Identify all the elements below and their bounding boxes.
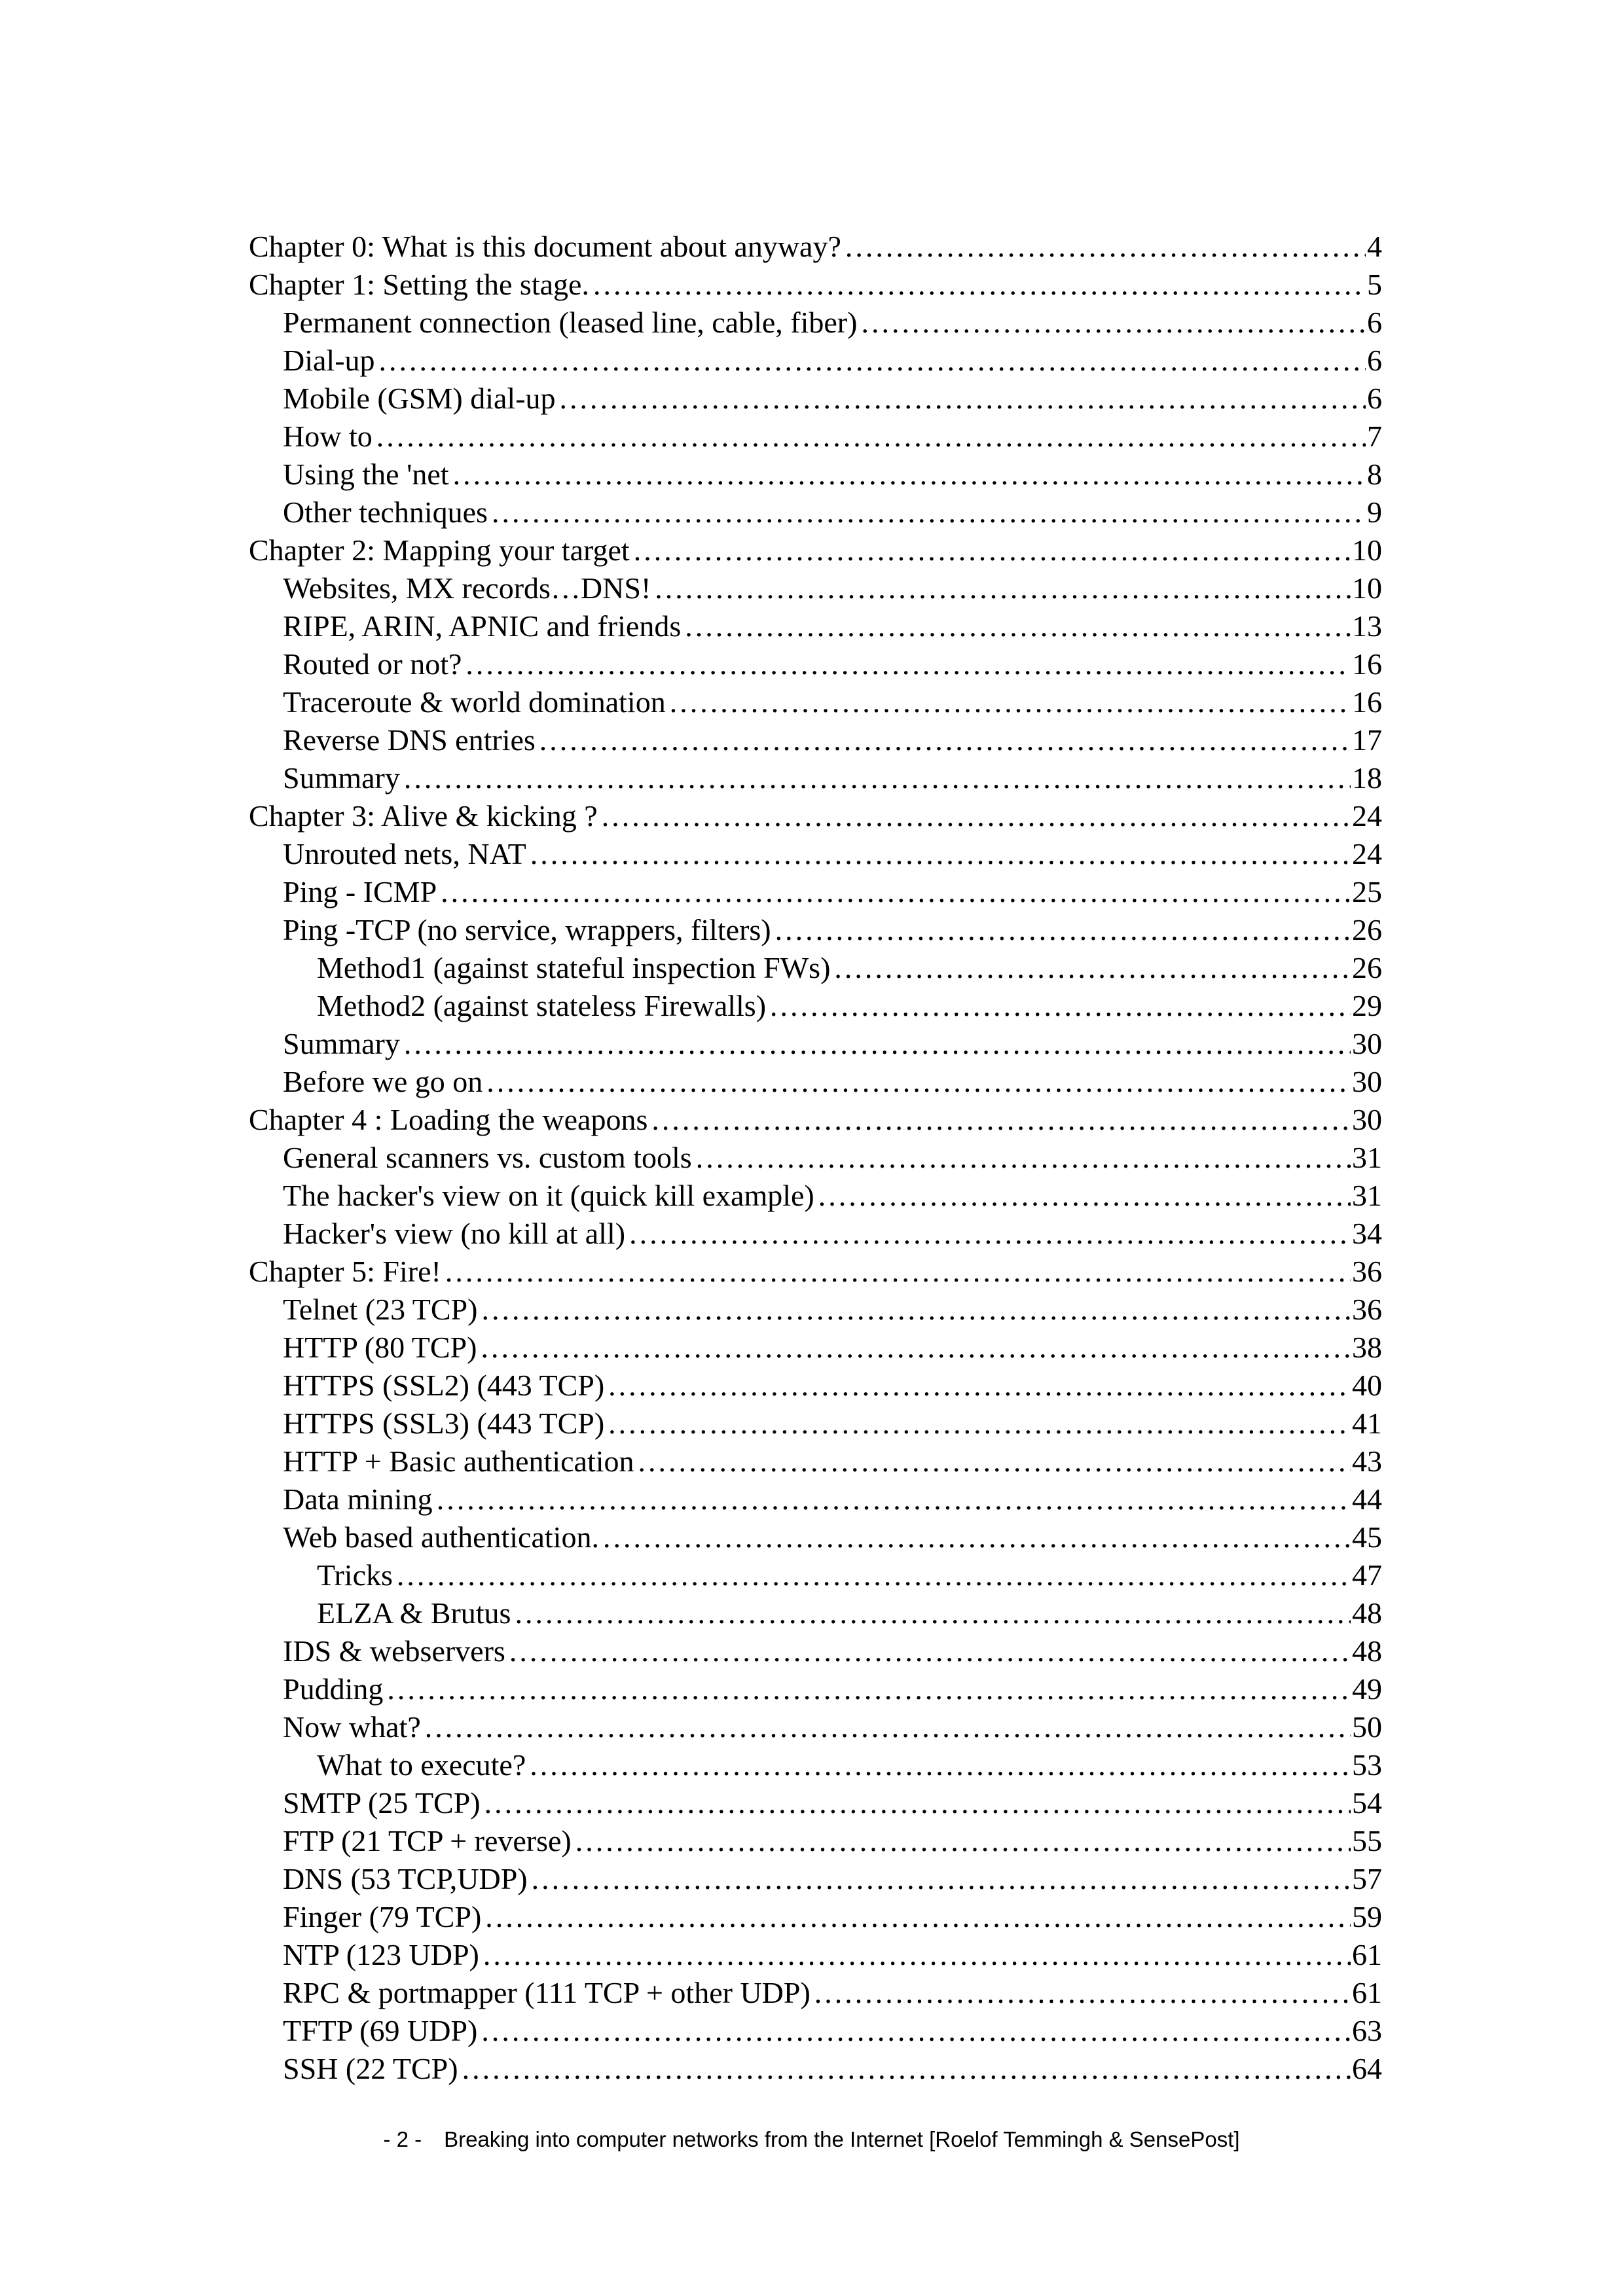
toc-entry-title: Routed or not? [283,647,462,681]
toc-leader-dots [629,1215,1351,1253]
toc-leader-dots [603,1518,1351,1556]
toc-entry-title: Permanent connection (leased line, cable, fiber) [283,306,858,339]
toc-entry [249,1556,1382,1594]
toc-entry [249,1746,1382,1784]
toc-entry-title: NTP (123 UDP) [283,1938,479,1971]
toc-entry-title: General scanners vs. custom tools [283,1141,692,1174]
toc-entry-page-number: 31 [1352,1141,1382,1174]
toc-leader-dots [481,1329,1351,1367]
toc-entry [249,911,1382,949]
toc-leader-dots [560,380,1366,418]
page-footer [0,2126,1623,2153]
toc-leader-dots [530,1746,1351,1784]
toc-entry [249,607,1382,645]
toc-entry [249,1367,1382,1405]
toc-entry-page-number: 54 [1352,1786,1382,1820]
toc-entry [249,873,1382,911]
toc-entry-page-number: 53 [1352,1748,1382,1782]
toc-entry-page-number: 36 [1352,1255,1382,1288]
toc-entry-title: SSH (22 TCP) [283,2052,458,2085]
toc-entry [249,645,1382,683]
toc-entry [249,1215,1382,1253]
toc-entry-page-number: 5 [1367,268,1382,301]
toc-entry [249,1518,1382,1556]
toc-entry [249,1329,1382,1367]
toc-entry [249,1480,1382,1518]
toc-entry [249,797,1382,835]
toc-leader-dots [608,1367,1351,1405]
toc-entry-page-number: 55 [1352,1824,1382,1857]
toc-leader-dots [593,266,1366,304]
toc-leader-dots [575,1822,1351,1860]
toc-entry-page-number: 31 [1352,1179,1382,1212]
toc-entry-page-number: 24 [1352,837,1382,870]
toc-entry-title: Web based authentication. [283,1520,599,1554]
toc-leader-dots [655,569,1351,607]
toc-entry [249,1936,1382,1974]
toc-entry-page-number: 9 [1367,495,1382,529]
toc-entry-title: Pudding [283,1672,384,1706]
toc-entry-page-number: 30 [1352,1065,1382,1098]
toc-leader-dots [437,1480,1351,1518]
toc-entry-page-number: 16 [1352,647,1382,681]
toc-entry-page-number: 8 [1367,457,1382,491]
toc-entry-page-number: 16 [1352,685,1382,719]
toc-entry-title: Using the 'net [283,457,449,491]
toc-entry-page-number: 61 [1352,1976,1382,2009]
toc-entry-title: HTTPS (SSL2) (443 TCP) [283,1369,605,1402]
toc-entry [249,342,1382,380]
toc-entry-page-number: 6 [1367,306,1382,339]
toc-entry [249,1632,1382,1670]
toc-entry-page-number: 4 [1367,230,1382,263]
toc-entry-title: Websites, MX records…DNS! [283,571,651,605]
toc-leader-dots [486,1063,1351,1101]
toc-leader-dots [509,1632,1351,1670]
toc-entry [249,1025,1382,1063]
toc-entry-title: SMTP (25 TCP) [283,1786,481,1820]
toc-entry-page-number: 30 [1352,1103,1382,1136]
toc-leader-dots [530,835,1351,873]
toc-entry-page-number: 50 [1352,1710,1382,1744]
toc-entry-page-number: 34 [1352,1217,1382,1250]
toc-leader-dots [462,2050,1351,2088]
toc-entry [249,1253,1382,1291]
toc-entry-title: Summary [283,1027,400,1060]
toc-entry [249,456,1382,493]
toc-entry [249,759,1382,797]
toc-entry-title: TFTP (69 UDP) [283,2014,478,2047]
toc-entry-page-number: 45 [1352,1520,1382,1554]
toc-entry [249,949,1382,987]
toc-entry-page-number: 24 [1352,799,1382,833]
toc-entry-title: Unrouted nets, NAT [283,837,526,870]
toc-entry-title: Ping - ICMP [283,875,437,908]
toc-entry-page-number: 18 [1352,761,1382,795]
toc-leader-dots [404,759,1351,797]
toc-leader-dots [441,873,1351,911]
toc-entry-page-number: 10 [1352,571,1382,605]
toc-entry [249,493,1382,531]
toc-leader-dots [651,1101,1351,1139]
toc-entry-page-number: 64 [1352,2052,1382,2085]
toc-entry [249,835,1382,873]
toc-entry [249,1443,1382,1480]
toc-entry [249,2050,1382,2088]
toc-leader-dots [845,228,1366,266]
toc-entry-page-number: 26 [1352,913,1382,946]
toc-entry [249,1670,1382,1708]
toc-entry-title: Data mining [283,1482,433,1516]
toc-entry-page-number: 63 [1352,2014,1382,2047]
toc-leader-dots [834,949,1351,987]
toc-entry-title: How to [283,420,373,453]
toc-entry-title: HTTP + Basic authentication [283,1444,634,1478]
toc-entry [249,1101,1382,1139]
toc-entry [249,304,1382,342]
toc-leader-dots [397,1556,1351,1594]
toc-entry-page-number: 29 [1352,989,1382,1022]
toc-leader-dots [445,1253,1351,1291]
toc-entry [249,1139,1382,1177]
toc-entry [249,1822,1382,1860]
toc-entry-page-number: 57 [1352,1862,1382,1895]
toc-entry [249,1405,1382,1443]
toc-entry [249,228,1382,266]
toc-leader-dots [770,987,1351,1025]
toc-entry-page-number: 48 [1352,1634,1382,1668]
toc-entry-page-number: 26 [1352,951,1382,984]
toc-entry-title: Summary [283,761,400,795]
toc-entry-title: IDS & webservers [283,1634,505,1668]
toc-entry-title: Chapter 5: Fire! [249,1255,441,1288]
toc-leader-dots [532,1860,1351,1898]
toc-entry-title: Reverse DNS entries [283,723,536,757]
toc-entry-page-number: 17 [1352,723,1382,757]
toc-entry-title: Ping -TCP (no service, wrappers, filters) [283,913,771,946]
toc-leader-dots [515,1594,1351,1632]
toc-entry-page-number: 13 [1352,609,1382,643]
toc-leader-dots [775,911,1351,949]
toc-entry-title: FTP (21 TCP + reverse) [283,1824,572,1857]
toc-entry [249,266,1382,304]
toc-entry-title: ELZA & Brutus [317,1596,511,1630]
toc-entry [249,380,1382,418]
toc-leader-dots [638,1443,1351,1480]
toc-leader-dots [379,342,1366,380]
toc-entry [249,1594,1382,1632]
toc-leader-dots [608,1405,1351,1443]
toc-leader-dots [481,2012,1351,2050]
toc-entry-page-number: 47 [1352,1558,1382,1592]
toc-entry-page-number: 7 [1367,420,1382,453]
toc-entry-title: Method2 (against stateless Firewalls) [317,989,767,1022]
toc-entry-page-number: 38 [1352,1331,1382,1364]
toc-leader-dots [465,645,1351,683]
toc-leader-dots [634,531,1351,569]
toc-leader-dots [539,721,1351,759]
toc-entry-page-number: 41 [1352,1407,1382,1440]
toc-leader-dots [602,797,1351,835]
toc-entry-title: Chapter 1: Setting the stage. [249,268,589,301]
toc-entry [249,531,1382,569]
toc-entry [249,418,1382,456]
toc-leader-dots [814,1974,1351,2012]
toc-leader-dots [818,1177,1351,1215]
footer-page-number: - 2 - [383,2127,422,2151]
toc-entry-page-number: 6 [1367,382,1382,415]
toc-entry-title: What to execute? [317,1748,526,1782]
toc-leader-dots [484,1784,1351,1822]
toc-leader-dots [425,1708,1351,1746]
toc-list [249,228,1382,2088]
toc-entry-page-number: 49 [1352,1672,1382,1706]
toc-leader-dots [492,493,1366,531]
toc-entry [249,683,1382,721]
toc-entry [249,1291,1382,1329]
toc-leader-dots [685,607,1351,645]
toc-entry [249,1708,1382,1746]
toc-leader-dots [696,1139,1351,1177]
toc-leader-dots [670,683,1351,721]
toc-entry-page-number: 44 [1352,1482,1382,1516]
toc-entry-title: Tricks [317,1558,393,1592]
toc-leader-dots [861,304,1366,342]
toc-entry-title: Before we go on [283,1065,483,1098]
toc-entry-title: Method1 (against stateful inspection FWs) [317,951,831,984]
toc-entry-page-number: 25 [1352,875,1382,908]
toc-entry [249,569,1382,607]
toc-entry-title: Telnet (23 TCP) [283,1293,478,1326]
toc-leader-dots [404,1025,1351,1063]
toc-entry-page-number: 40 [1352,1369,1382,1402]
toc-entry-page-number: 61 [1352,1938,1382,1971]
toc-entry-page-number: 48 [1352,1596,1382,1630]
toc-leader-dots [387,1670,1351,1708]
toc-leader-dots [485,1898,1351,1936]
toc-entry-title: Traceroute & world domination [283,685,666,719]
toc-entry [249,721,1382,759]
toc-entry [249,987,1382,1025]
toc-leader-dots [481,1291,1351,1329]
toc-entry-title: The hacker's view on it (quick kill example) [283,1179,814,1212]
toc-entry-page-number: 36 [1352,1293,1382,1326]
toc-entry [249,1063,1382,1101]
toc-entry-page-number: 30 [1352,1027,1382,1060]
toc-entry-title: Finger (79 TCP) [283,1900,482,1933]
toc-entry-title: Dial-up [283,344,375,377]
toc-entry-title: Chapter 4 : Loading the weapons [249,1103,648,1136]
toc-entry-title: HTTP (80 TCP) [283,1331,477,1364]
toc-entry [249,2012,1382,2050]
toc-leader-dots [376,418,1366,456]
toc-entry-title: Chapter 0: What is this document about anyway? [249,230,841,263]
toc-entry-title: Other techniques [283,495,488,529]
toc-entry-title: HTTPS (SSL3) (443 TCP) [283,1407,605,1440]
footer-document-title: Breaking into computer networks from the Internet [Roelof Temmingh & SensePost] [444,2127,1240,2151]
toc-entry-title: Now what? [283,1710,421,1744]
toc-entry-page-number: 10 [1352,533,1382,567]
toc-entry-title: Mobile (GSM) dial-up [283,382,556,415]
toc-entry-page-number: 6 [1367,344,1382,377]
toc-entry-title: DNS (53 TCP,UDP) [283,1862,528,1895]
toc-leader-dots [453,456,1366,493]
toc-entry-title: Hacker's view (no kill at all) [283,1217,626,1250]
toc-entry-title: Chapter 2: Mapping your target [249,533,630,567]
toc-entry [249,1784,1382,1822]
toc-entry [249,1177,1382,1215]
toc-entry [249,1898,1382,1936]
toc-entry-title: Chapter 3: Alive & kicking ? [249,799,598,833]
toc-entry-page-number: 59 [1352,1900,1382,1933]
toc-entry [249,1974,1382,2012]
toc-leader-dots [483,1936,1351,1974]
toc-entry-page-number: 43 [1352,1444,1382,1478]
toc-entry [249,1860,1382,1898]
toc-entry-title: RIPE, ARIN, APNIC and friends [283,609,682,643]
toc-entry-title: RPC & portmapper (111 TCP + other UDP) [283,1976,811,2009]
